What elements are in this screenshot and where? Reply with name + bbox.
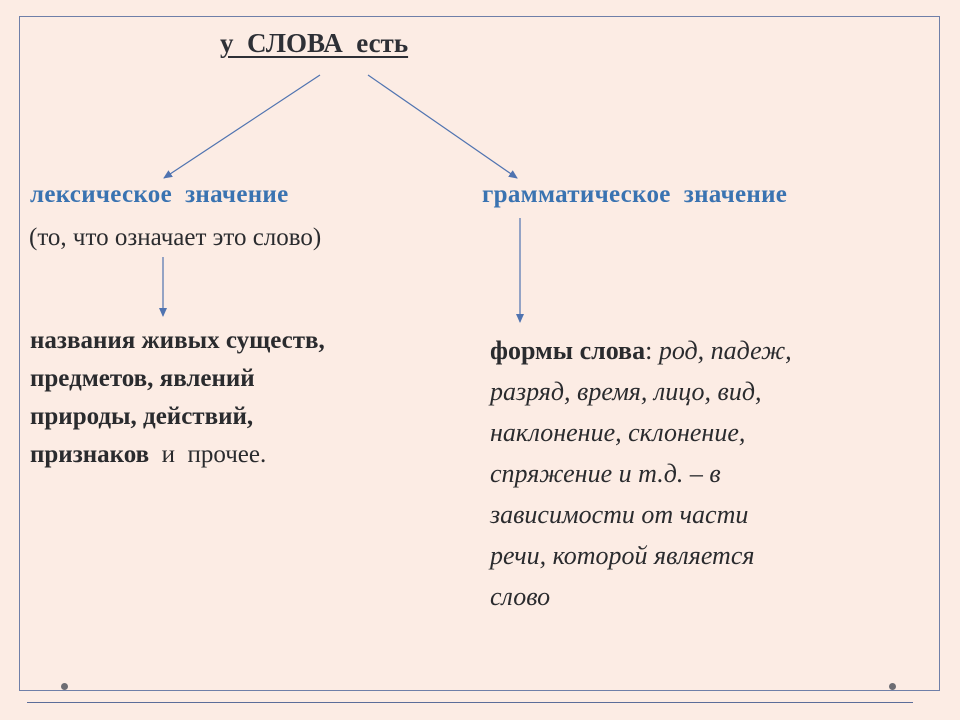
lexical-item: природы, действий, — [30, 403, 254, 430]
arrow-to-lexical — [164, 75, 320, 178]
grammatical-line: слово — [490, 582, 551, 611]
lexical-meaning-list — [30, 322, 470, 474]
grammatical-line: род, падеж, — [658, 336, 792, 365]
footer-dot-left — [61, 683, 68, 690]
grammatical-meaning-list — [490, 330, 935, 617]
grammatical-line: наклонение, склонение, — [490, 418, 746, 447]
grammatical-line: разряд, время, лицо, вид, — [490, 377, 762, 406]
lexical-meaning-subtitle: (то, что означает это слово) — [29, 224, 322, 251]
footer-divider — [27, 702, 913, 703]
lexical-item: предметов, явлений — [30, 365, 255, 392]
word-forms-separator: : — [645, 336, 659, 365]
grammatical-line: спряжение и т.д. – в — [490, 459, 721, 488]
lexical-item: названия живых существ, — [30, 327, 325, 354]
footer-dot-right — [889, 683, 896, 690]
diagram-title: у СЛОВА есть — [220, 28, 409, 58]
lexical-item: признаков — [30, 441, 150, 468]
grammatical-meaning-heading: грамматическое значение — [482, 181, 788, 208]
lexical-item-tail: и прочее. — [149, 441, 267, 468]
lexical-meaning-heading: лексическое значение — [30, 181, 289, 208]
word-forms-label: формы слова — [490, 336, 646, 365]
grammatical-line: речи, которой является — [490, 541, 755, 570]
arrow-to-grammatical — [368, 75, 517, 178]
grammatical-line: зависимости от части — [490, 500, 749, 529]
